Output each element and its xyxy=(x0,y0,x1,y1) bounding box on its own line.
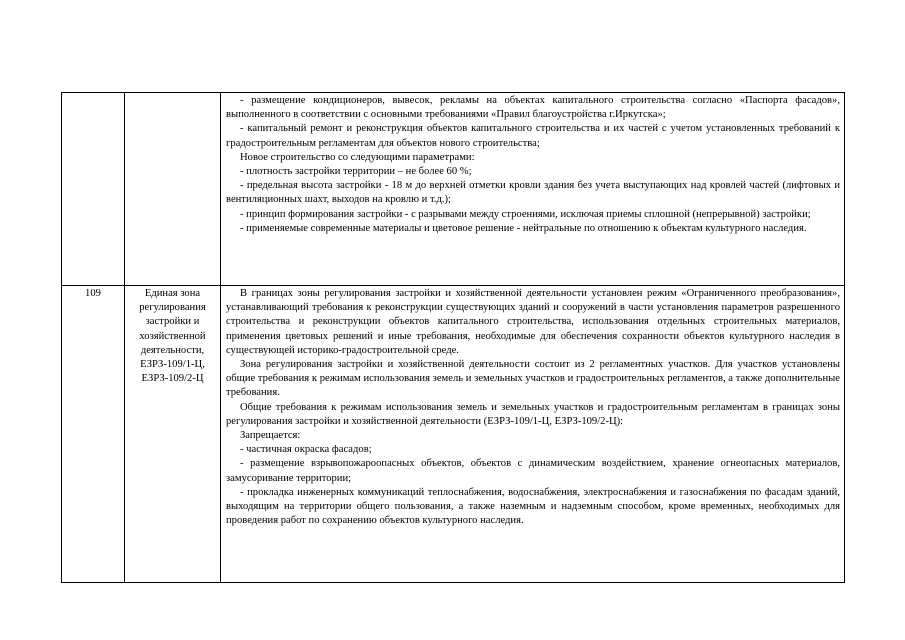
requirement-paragraph: - применяемые современные материалы и цветовое решение - нейтральные по отношению к объектам культурного наследия. xyxy=(240,222,807,234)
requirement-paragraph: - прокладка инженерных коммуникаций теплоснабжения, водоснабжения, электроснабжения и газоснабжения по фасадам зданий, выходящим на территории общего пользования, а также наземным и надземным способом, кроме временных, необходимых для проведения работ по сохранению объектов культурного наследия. xyxy=(226,486,840,527)
requirement-paragraph: Новое строительство со следующими параметрами: xyxy=(240,151,475,163)
requirement-paragraph: - частичная окраска фасадов; xyxy=(240,444,372,456)
requirement-paragraph: В границах зоны регулирования застройки и хозяйственной деятельности установлен режим «Ограниченного преобразования», устанавливающий требования к реконструкции существующих зданий и сооружений в части установления параметров разрешенного строительства и реконструкции объектов капитального строительства, использования отдельных строительных материалов, применения цветовых решений и иные требования, необходимые для обеспечения сохранности объектов культурного наследия в существующей историко-градостроительной среде. xyxy=(226,288,840,356)
requirements-cell xyxy=(221,93,845,286)
row-number-cell: 109 xyxy=(62,286,125,583)
zone-name-line: Единая зона xyxy=(144,288,201,299)
table-row xyxy=(62,93,845,286)
zone-name-line: ЕЗРЗ-109/2-Ц xyxy=(141,373,204,385)
zone-name-line: ЕЗРЗ-109/1-Ц, xyxy=(140,359,205,371)
table-row xyxy=(62,286,845,583)
zone-name-cell xyxy=(125,93,221,286)
requirement-paragraph: Общие требования к режимам использования земель и земельных участков и градостроительным регламентам в границах зоны регулирования застройки и хозяйственной деятельности (ЕЗРЗ-109/1-Ц, ЕЗРЗ-109/2-Ц): xyxy=(226,401,840,427)
requirement-paragraph: - плотность застройки территории – не более 60 %; xyxy=(240,166,472,178)
requirement-paragraph: - капитальный ремонт и реконструкция объектов капитального строительства и их частей с учетом установленных требований к градостроительным регламентам для объектов нового строительства; xyxy=(226,123,840,149)
zone-name-line: застройки и xyxy=(145,316,200,328)
requirement-paragraph: - размещение взрывопожароопасных объектов, объектов с динамическим воздействием, хранение огнеопасных материалов, замусоривание территории; xyxy=(226,458,840,484)
zone-name-line: деятельности, xyxy=(140,344,205,356)
requirement-paragraph: - размещение кондиционеров, вывесок, рекламы на объектах капитального строительства согласно «Паспорта фасадов», выполненного в соответствии с основными требованиями «Правил благоустройства г.Иркутска»; xyxy=(226,95,840,121)
regulation-table xyxy=(61,92,845,583)
requirement-paragraph: - предельная высота застройки - 18 м до верхней отметки кровли здания без учета выступающих над кровлей частей (лифтовых и вентиляционных шахт, выходов на кровлю и т.д.); xyxy=(226,180,840,206)
zone-name-line: регулирования xyxy=(139,302,206,314)
requirement-paragraph: Зона регулирования застройки и хозяйственной деятельности состоит из 2 регламентных участков. Для участков установлены общие требования к режимам использования земель и земельных участков и градостроительных регламентов, а также дополнительные требования. xyxy=(226,359,840,399)
requirements-cell xyxy=(221,286,845,583)
zone-name-line: хозяйственной xyxy=(139,330,206,342)
row-number-cell xyxy=(62,93,125,286)
zone-name-cell xyxy=(125,286,221,583)
requirement-paragraph: - принцип формирования застройки - с разрывами между строениями, исключая приемы сплошной (непрерывной) застройки; xyxy=(240,208,811,220)
requirement-paragraph: Запрещается: xyxy=(240,430,301,442)
